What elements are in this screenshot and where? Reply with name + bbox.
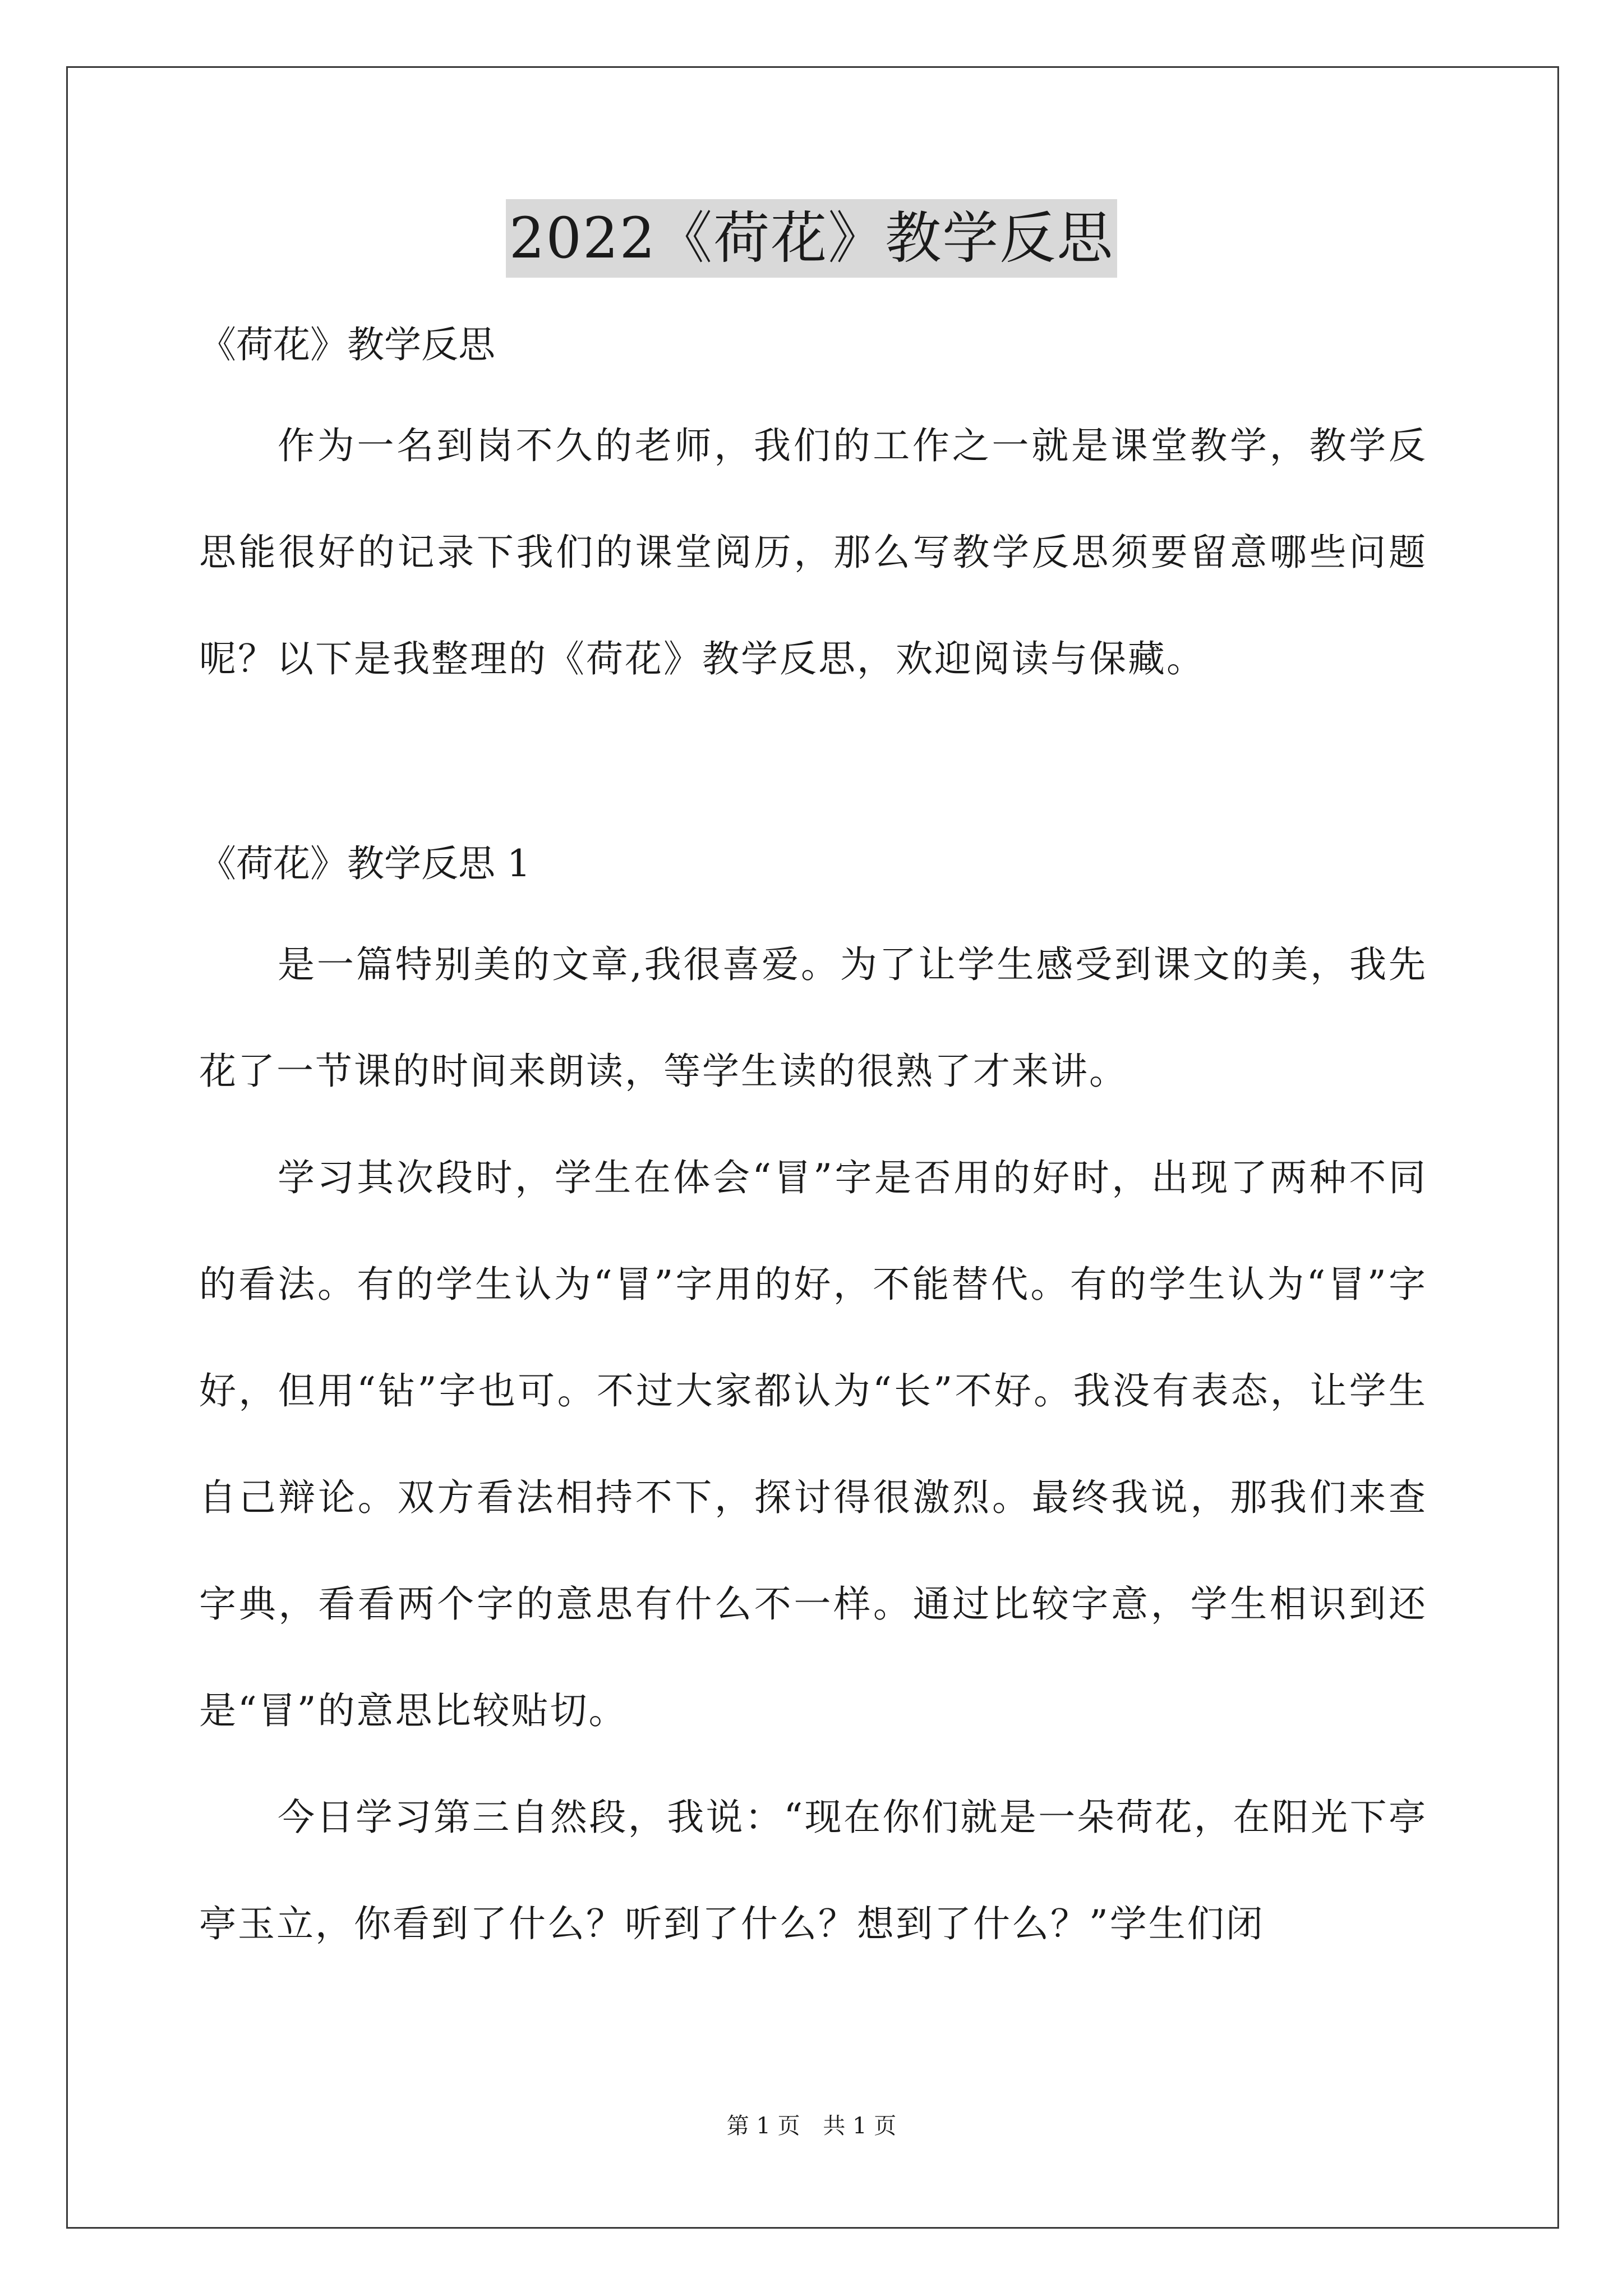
body-paragraph: 今日学习第三自然段，我说：“现在你们就是一朵荷花，在阳光下亭亭玉立，你看到了什么？听到了什么？想到了什么？”学生们闭 <box>199 1796 1427 1945</box>
spacer <box>199 895 1427 912</box>
section-heading: 《荷花》教学反思 1 <box>199 842 531 885</box>
title-container <box>0 199 1623 278</box>
page-number: 第 1 页 <box>726 2113 800 2139</box>
document-title: 2022《荷花》教学反思 <box>506 199 1118 278</box>
document-body <box>199 314 1427 1977</box>
intro-heading: 《荷花》教学反思 <box>199 323 495 366</box>
body-paragraph: 是一篇特别美的文章,我很喜爱。为了让学生感受到课文的美，我先花了一节课的时间来朗读，等学生读的很熟了才来讲。 <box>199 943 1427 1093</box>
body-paragraph: 学习其次段时，学生在体会“冒”字是否用的好时，出现了两种不同的看法。有的学生认为“冒”字用的好，不能替代。有的学生认为“冒”字好，但用“钻”字也可。不过大家都认为“长”不好。我没有表态，让学生自己辩论。双方看法相持不下，探讨得很激烈。最终我说，那我们来查字典，看看两个字的意思有什么不一样。通过比较字意，学生相识到还是“冒”的意思比较贴切。 <box>199 1156 1427 1732</box>
page-total: 共 1 页 <box>823 2113 897 2139</box>
page-footer <box>0 2109 1623 2143</box>
spacer <box>199 712 1427 833</box>
intro-paragraph: 作为一名到岗不久的老师，我们的工作之一就是课堂教学，教学反思能很好的记录下我们的课堂阅历，那么写教学反思须要留意哪些问题呢？以下是我整理的《荷花》教学反思，欢迎阅读与保藏。 <box>199 424 1427 680</box>
spacer <box>199 376 1427 393</box>
